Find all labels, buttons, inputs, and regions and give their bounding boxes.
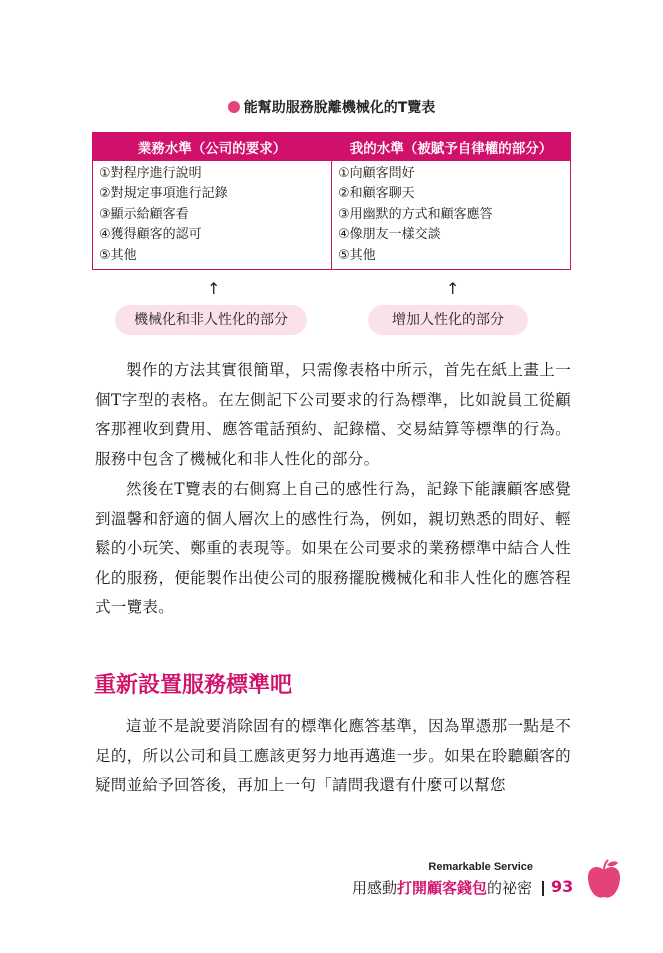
up-arrow-icon: ↑ (207, 279, 221, 298)
header-my-level: 我的水準（被賦予自律權的部分） (332, 133, 571, 161)
paragraph-1: 製作的方法其實很簡單，只需像表格中所示，首先在紙上畫上一個T字型的表格。在左側記下公司要求的行為標準，比如說員工從顧客那裡收到費用、應答電話預約、記錄檔、交易結算等標準的行為。服務中包含了機械化和非人性化的部分。 (95, 361, 571, 468)
list-item: ②和顧客聊天 (338, 186, 415, 202)
list-item: ⑤其他 (99, 247, 137, 263)
my-level-cell (332, 161, 571, 270)
list-item: ②對規定事項進行記錄 (99, 186, 228, 202)
footer-series: Remarkable Service (428, 861, 533, 873)
list-item: ⑤其他 (338, 247, 376, 263)
paragraph-3: 這並不是說要消除固有的標準化應答基準，因為單憑那一點是不足的，所以公司和員工應該更努力地再邁進一步。如果在聆聽顧客的疑問並給予回答後，再加上一句「請問我還有什麼可以幫您 (95, 717, 571, 794)
table-caption (0, 97, 663, 117)
list-item: ③顯示給顧客看 (99, 206, 189, 222)
list-item: ④像朋友一樣交談 (338, 227, 441, 243)
business-level-cell (93, 161, 332, 270)
footer-title-part: 的祕密 (486, 879, 532, 897)
footer-title-part: 用感動 (351, 879, 397, 897)
left-label-pill: 機械化和非人性化的部分 (115, 305, 307, 335)
list-item: ①對程序進行說明 (99, 166, 202, 181)
list-item: ④獲得顧客的認可 (99, 227, 202, 243)
table-caption-text: 能幫助服務脫離機械化的T覽表 (243, 100, 436, 116)
list-item: ③用幽默的方式和顧客應答 (338, 206, 493, 222)
up-arrow-icon: ↑ (446, 279, 460, 298)
footer-title (352, 877, 532, 898)
paragraph-2: 然後在T覽表的右側寫上自己的感性行為，記錄下能讓顧客感覺到溫馨和舒適的個人層次上的感性行為，例如，親切熟悉的問好、輕鬆的小玩笑、鄭重的表現等。如果在公司要求的業務標準中結合人性化的服務，便能製作出使公司的服務擺脫機械化和非人性化的應答程式一覽表。 (95, 480, 571, 616)
header-business-level: 業務水準（公司的要求） (93, 133, 332, 161)
apple-bullet-icon (228, 101, 240, 113)
t-table (92, 132, 571, 270)
right-label-pill: 增加人性化的部分 (368, 305, 528, 335)
page-number: 93 (551, 877, 574, 896)
list-item: ①向顧客問好 (338, 166, 415, 181)
section-heading: 重新設置服務標準吧 (94, 673, 293, 698)
footer-title-highlight: 打開顧客錢包 (396, 879, 487, 897)
apple-icon (585, 858, 623, 902)
footer-divider (542, 881, 544, 896)
